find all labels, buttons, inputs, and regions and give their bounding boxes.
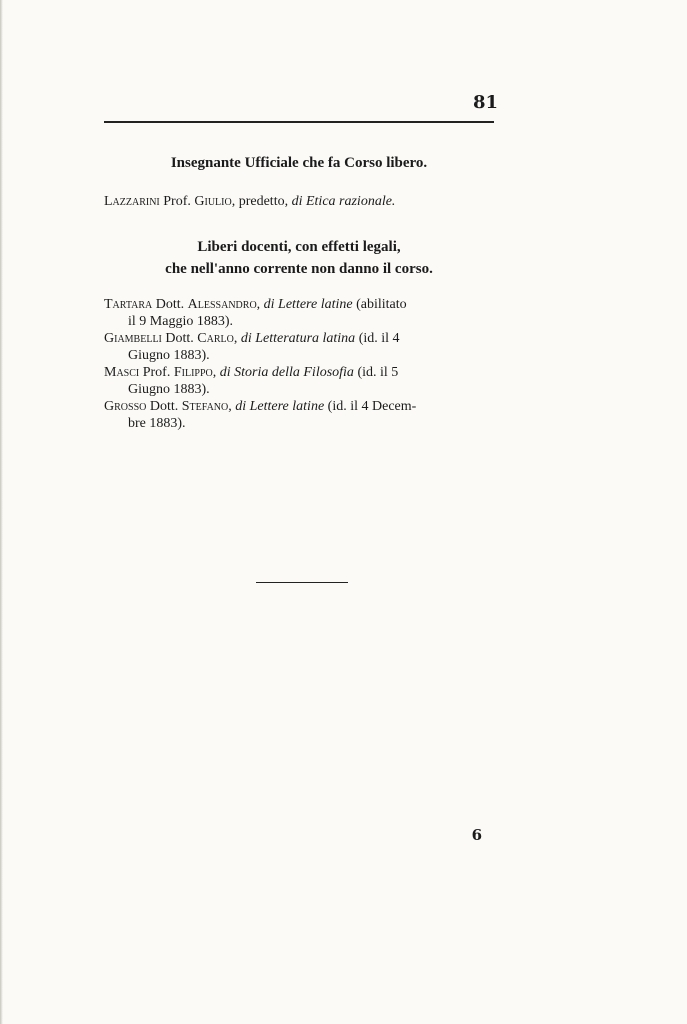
entry-note-continuation: il 9 Maggio 1883). [128,314,233,329]
header-rule [104,121,494,123]
section-heading-official-teacher: Insegnante Ufficiale che fa Corso libero. [170,155,428,171]
entry-note: (id. il 4 [358,331,400,346]
entry-surname: Lazzarini [104,194,160,209]
entry-surname: Tartara [104,297,153,312]
entry-title: Dott. [165,331,194,346]
entry-note-continuation: Giugno 1883). [128,382,210,397]
entry-surname: Masci [104,365,140,380]
entry-note: (abilitato [356,297,407,312]
entry-title: Prof. [142,365,171,380]
section-heading-free-lecturers [104,236,494,280]
entry-firstname: Carlo [197,331,234,346]
section-end-rule [256,582,348,583]
entry-surname: Giambelli [104,331,162,346]
entry-subject: di Lettere latine [263,297,353,312]
entry-subject: di Etica razionale. [291,194,396,209]
entry-note-continuation: bre 1883). [128,416,186,431]
entry-subject: di Storia della Filosofia [219,365,354,380]
entry-note: (id. il 5 [357,365,399,380]
entry-title: Dott. [155,297,185,312]
entry-firstname: Filippo [173,365,213,380]
heading-line-2: che nell'anno corrente non danno il corso. [165,261,433,277]
entry-lazzarini [104,193,496,210]
signature-mark: 6 [471,826,482,844]
entry-firstname: Alessandro [187,297,257,312]
entry-note-continuation: Giugno 1883). [128,348,210,363]
entry-firstname: Giulio [194,194,232,209]
entry-surname: Grosso [104,399,147,414]
entry-middle: , predetto, [231,194,292,209]
entry-title: Prof. [163,194,191,209]
entry-subject: di Letteratura latina [240,331,356,346]
entry-title: Dott. [149,399,179,414]
entry-note: (id. il 4 Decem- [327,399,417,414]
page-number: 81 [472,92,498,113]
page-edge-shadow [0,0,3,1024]
entry-subject: di Lettere latine [235,399,325,414]
entry-tartara: Tartara Dott. Alessandro, di Lettere latine (abilitato il 9 Maggio 1883). [104,296,496,330]
heading-line-1: Liberi docenti, con effetti legali, [197,239,401,255]
entry-masci: Masci Prof. Filippo, di Storia della Filosofia (id. il 5 Giugno 1883). [104,364,496,398]
entry-firstname: Stefano [181,399,229,414]
entry-giambelli: Giambelli Dott. Carlo, di Letteratura latina (id. il 4 Giugno 1883). [104,330,496,364]
entry-grosso: Grosso Dott. Stefano, di Lettere latine (id. il 4 Decem- bre 1883). [104,398,496,432]
